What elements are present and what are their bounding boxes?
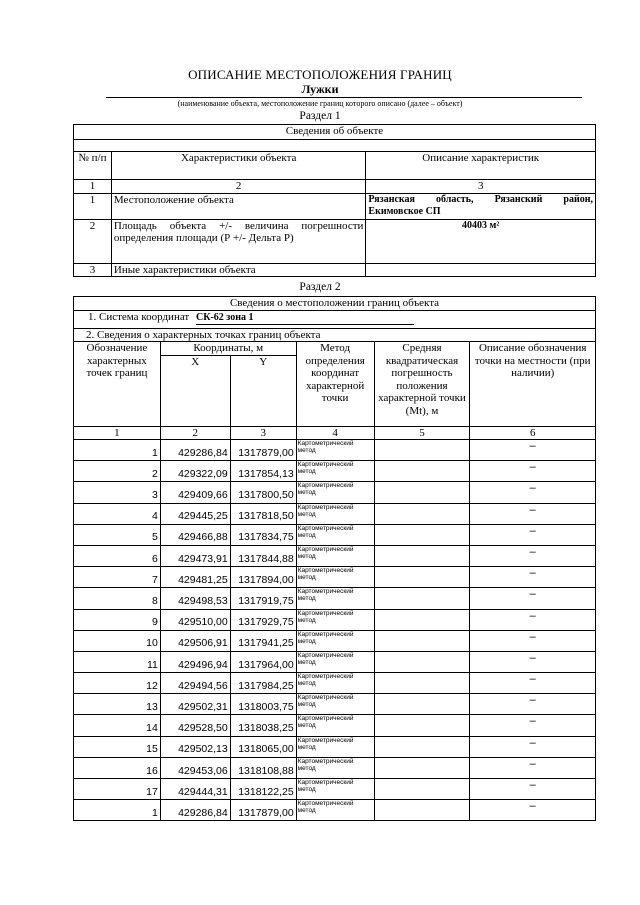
point-method: Картометрический метод	[296, 524, 374, 545]
coord-system-row	[74, 310, 596, 328]
point-description: –	[470, 800, 596, 821]
point-error	[374, 440, 470, 461]
point-description: –	[470, 736, 596, 757]
table-row	[74, 694, 596, 715]
point-y: 1317964,00	[230, 651, 296, 672]
point-x: 429466,88	[160, 524, 230, 545]
point-method: Картометрический метод	[296, 461, 374, 482]
document-title: ОПИСАНИЕ МЕСТОПОЛОЖЕНИЯ ГРАНИЦ	[188, 67, 452, 82]
point-number: 5	[74, 524, 161, 545]
point-method: Картометрический метод	[296, 545, 374, 566]
point-y: 1317854,13	[230, 461, 296, 482]
point-error	[374, 503, 470, 524]
section2-heading: Раздел 2	[299, 281, 341, 293]
object-caption: (наименование объекта, местоположение границ которого описано (далее – объект)	[177, 99, 463, 108]
col-header-x: X	[160, 355, 230, 426]
point-method: Картометрический метод	[296, 609, 374, 630]
point-error	[374, 779, 470, 800]
object-info-table	[73, 124, 596, 277]
index-cell: 6	[470, 426, 596, 440]
point-number: 8	[74, 588, 161, 609]
index-cell: 1	[74, 180, 112, 194]
point-y: 1317800,50	[230, 482, 296, 503]
row-num: 3	[74, 263, 112, 277]
point-error	[374, 461, 470, 482]
table-row	[74, 545, 596, 566]
point-description: –	[470, 757, 596, 778]
table-row	[74, 440, 596, 461]
points-section-title: 2. Сведения о характерных точках границ объекта	[74, 328, 596, 342]
point-x: 429322,09	[160, 461, 230, 482]
point-description: –	[470, 482, 596, 503]
table-row	[74, 193, 596, 219]
table-row	[74, 588, 596, 609]
point-description: –	[470, 440, 596, 461]
point-number: 14	[74, 715, 161, 736]
point-method: Картометрический метод	[296, 630, 374, 651]
point-method: Картометрический метод	[296, 651, 374, 672]
point-error	[374, 482, 470, 503]
table-row	[74, 800, 596, 821]
point-x: 429286,84	[160, 440, 230, 461]
col-header-error: Средняя квадратическая погрешность положения характерной точки (Mt), м	[374, 342, 470, 427]
point-number: 15	[74, 736, 161, 757]
point-number: 9	[74, 609, 161, 630]
point-number: 11	[74, 651, 161, 672]
index-cell: 5	[374, 426, 470, 440]
point-method: Картометрический метод	[296, 482, 374, 503]
point-method: Картометрический метод	[296, 503, 374, 524]
blank-row	[74, 140, 596, 152]
object-name: Лужки	[301, 82, 339, 96]
col-header-point-description: Описание обозначения точки на местности (при наличии)	[470, 342, 596, 427]
table-row	[74, 503, 596, 524]
point-description: –	[470, 503, 596, 524]
col-header-characteristic: Характеристики объекта	[111, 152, 366, 180]
point-description: –	[470, 694, 596, 715]
point-y: 1318122,25	[230, 779, 296, 800]
point-y: 1318065,00	[230, 736, 296, 757]
index-cell: 3	[366, 180, 596, 194]
table-row	[74, 461, 596, 482]
point-y: 1318038,25	[230, 715, 296, 736]
point-method: Картометрический метод	[296, 567, 374, 588]
point-description: –	[470, 588, 596, 609]
point-error	[374, 694, 470, 715]
point-error	[374, 588, 470, 609]
point-number: 7	[74, 567, 161, 588]
table-row	[74, 609, 596, 630]
point-method: Картометрический метод	[296, 588, 374, 609]
point-error	[374, 630, 470, 651]
index-cell: 1	[74, 426, 161, 440]
point-number: 13	[74, 694, 161, 715]
point-number: 17	[74, 779, 161, 800]
row-characteristic: Иные характеристики объекта	[111, 263, 366, 277]
point-method: Картометрический метод	[296, 440, 374, 461]
boundary-points-table	[73, 296, 596, 821]
point-y: 1317894,00	[230, 567, 296, 588]
object-name-underline	[106, 97, 582, 98]
point-method: Картометрический метод	[296, 694, 374, 715]
row-characteristic: Местоположение объекта	[111, 193, 366, 219]
coord-system-value: СК-62 зона 1	[195, 311, 254, 323]
point-method: Картометрический метод	[296, 736, 374, 757]
point-y: 1317834,75	[230, 524, 296, 545]
point-error	[374, 567, 470, 588]
row-description	[366, 263, 596, 277]
point-y: 1317984,25	[230, 673, 296, 694]
point-description: –	[470, 715, 596, 736]
point-y: 1317818,50	[230, 503, 296, 524]
point-error	[374, 609, 470, 630]
object-info-title: Сведения об объекте	[74, 125, 596, 140]
point-error	[374, 545, 470, 566]
point-method: Картометрический метод	[296, 757, 374, 778]
point-number: 3	[74, 482, 161, 503]
point-description: –	[470, 609, 596, 630]
point-y: 1318108,88	[230, 757, 296, 778]
point-x: 429445,25	[160, 503, 230, 524]
point-y: 1317879,00	[230, 440, 296, 461]
point-error	[374, 757, 470, 778]
table-row	[74, 736, 596, 757]
point-description: –	[470, 651, 596, 672]
col-header-description: Описание характеристик	[366, 152, 596, 180]
col-header-num: № п/п	[74, 152, 112, 180]
point-number: 10	[74, 630, 161, 651]
point-description: –	[470, 524, 596, 545]
point-x: 429496,94	[160, 651, 230, 672]
point-description: –	[470, 673, 596, 694]
point-x: 429453,06	[160, 757, 230, 778]
point-x: 429494,56	[160, 673, 230, 694]
point-error	[374, 800, 470, 821]
point-x: 429502,13	[160, 736, 230, 757]
index-cell: 3	[230, 426, 296, 440]
row-description: Рязанская область, Рязанский район, Екимовское СП	[366, 193, 596, 219]
table-row	[74, 630, 596, 651]
point-description: –	[470, 630, 596, 651]
point-description: –	[470, 779, 596, 800]
table-row	[74, 757, 596, 778]
col-header-y: Y	[230, 355, 296, 426]
index-cell: 2	[160, 426, 230, 440]
table-row	[74, 219, 596, 263]
point-error	[374, 715, 470, 736]
point-number: 16	[74, 757, 161, 778]
row-characteristic: Площадь объекта +/- величина погрешности определения площади (Р +/- Дельта Р)	[111, 219, 366, 263]
point-x: 429481,25	[160, 567, 230, 588]
point-error	[374, 673, 470, 694]
point-x: 429506,91	[160, 630, 230, 651]
index-cell: 2	[111, 180, 366, 194]
point-y: 1317929,75	[230, 609, 296, 630]
table-row	[74, 482, 596, 503]
point-x: 429409,66	[160, 482, 230, 503]
point-error	[374, 524, 470, 545]
point-error	[374, 736, 470, 757]
point-number: 6	[74, 545, 161, 566]
row-description: 40403 м²	[366, 219, 596, 263]
boundary-table-title: Сведения о местоположении границ объекта	[74, 297, 596, 311]
point-y: 1317919,75	[230, 588, 296, 609]
col-header-designation: Обозначение характерных точек границ	[74, 342, 161, 427]
row-num: 1	[74, 193, 112, 219]
table-row	[74, 524, 596, 545]
index-cell: 4	[296, 426, 374, 440]
table-row	[74, 715, 596, 736]
section1-heading: Раздел 1	[299, 110, 341, 122]
point-y: 1317879,00	[230, 800, 296, 821]
point-description: –	[470, 567, 596, 588]
point-y: 1317941,25	[230, 630, 296, 651]
table-row	[74, 651, 596, 672]
point-x: 429444,31	[160, 779, 230, 800]
table-row	[74, 779, 596, 800]
point-method: Картометрический метод	[296, 800, 374, 821]
coord-system-label: 1. Система координат	[88, 310, 190, 323]
table-row	[74, 673, 596, 694]
point-x: 429502,31	[160, 694, 230, 715]
point-method: Картометрический метод	[296, 715, 374, 736]
point-method: Картометрический метод	[296, 673, 374, 694]
point-x: 429473,91	[160, 545, 230, 566]
col-header-coordinates: Координаты, м	[160, 342, 296, 356]
table-row	[74, 263, 596, 277]
point-description: –	[470, 545, 596, 566]
point-y: 1318003,75	[230, 694, 296, 715]
table-row	[74, 567, 596, 588]
point-x: 429498,53	[160, 588, 230, 609]
point-number: 1	[74, 440, 161, 461]
point-description: –	[470, 461, 596, 482]
point-method: Картометрический метод	[296, 779, 374, 800]
point-number: 4	[74, 503, 161, 524]
row-num: 2	[74, 219, 112, 263]
point-y: 1317844,88	[230, 545, 296, 566]
point-x: 429528,50	[160, 715, 230, 736]
point-error	[374, 651, 470, 672]
point-x: 429286,84	[160, 800, 230, 821]
point-number: 2	[74, 461, 161, 482]
col-header-method: Метод определения координат характерной точки	[296, 342, 374, 427]
point-number: 12	[74, 673, 161, 694]
point-number: 1	[74, 800, 161, 821]
point-x: 429510,00	[160, 609, 230, 630]
